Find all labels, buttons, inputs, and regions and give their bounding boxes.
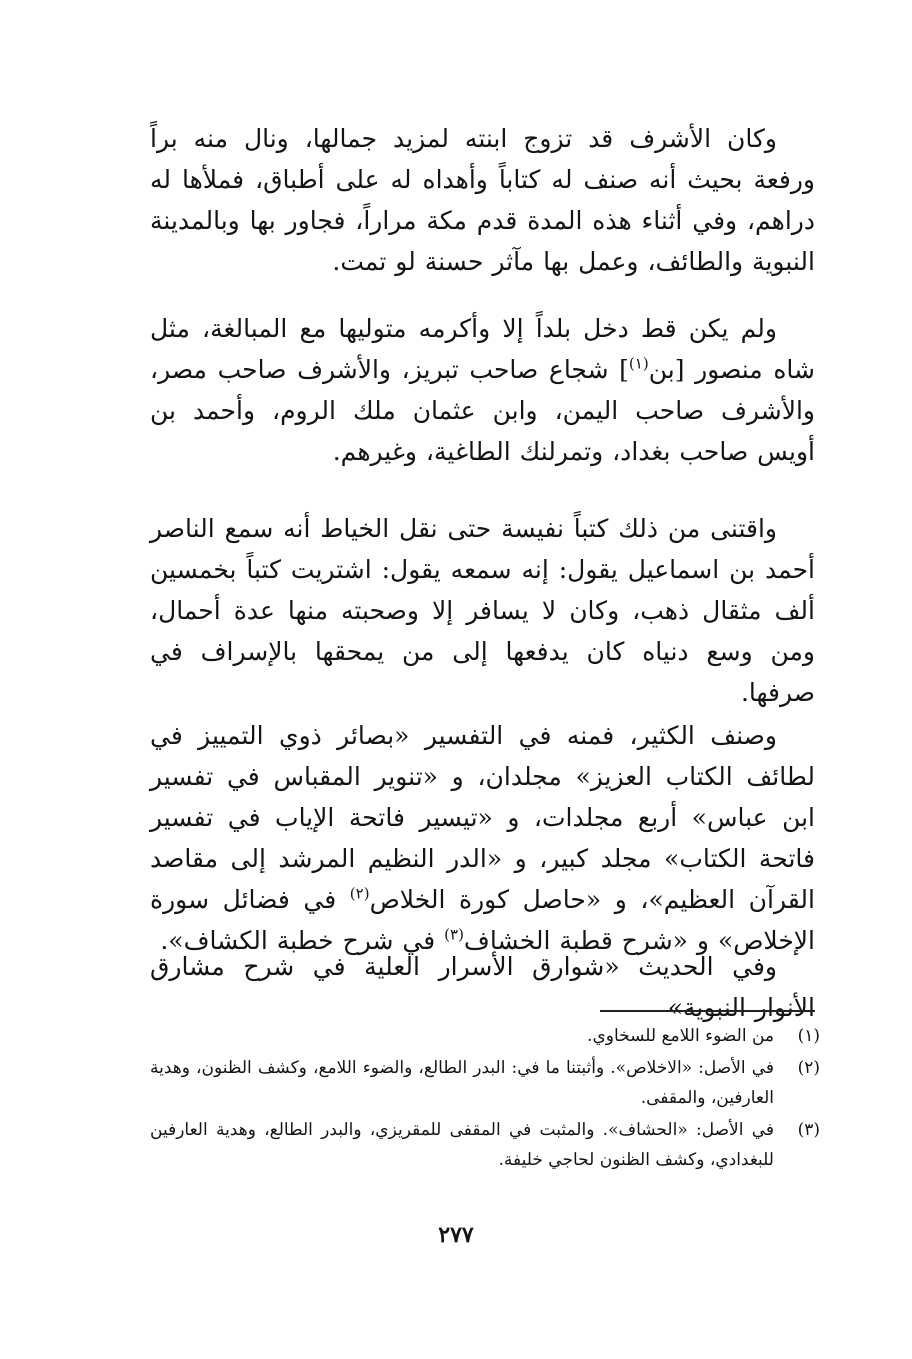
- paragraph-2-text-before-ref: ولم يكن قط دخل بلداً إلا وأكرمه متوليها مع المبالغة، مثل شاه منصور [بن: [150, 314, 815, 384]
- footnote-1-text: من الضوء اللامع للسخاوي.: [587, 1026, 774, 1046]
- footnote-ref-3: (٣): [444, 925, 464, 944]
- paragraph-5-text: وفي الحديث «شوارق الأسرار العلية في شرح مشارق الأنوار النبوية»: [150, 952, 815, 1022]
- paragraph-1: [150, 118, 815, 282]
- paragraph-2-text-after-ref: ] شجاع صاحب تبريز، والأشرف صاحب مصر، والأشرف صاحب اليمن، وابن عثمان ملك الروم، وأحمد بن أويس صاحب بغداد، وتمرلنك الطاغية، وغيرهم.: [150, 355, 815, 466]
- footnote-2-text: في الأصل: «الاخلاص». وأثبتنا ما في: البدر الطالع، والضوء اللامع، وكشف الظنون، وهدية العارفين، والمقفى.: [150, 1058, 774, 1108]
- paragraph-4-text-part-1: وصنف الكثير، فمنه في التفسير «بصائر ذوي التمييز في لطائف الكتاب العزيز» مجلدان، و «تنوير المقباس في تفسير ابن عباس» أربع مجلدات، و «تيسير فاتحة الإياب في تفسير فاتحة الكتاب» مجلد كبير، و «الدر النظيم المرشد إلى مقاصد القرآن العظيم»، و «حاصل كورة الخلاص: [150, 721, 815, 914]
- footnote-ref-1: (١): [628, 354, 649, 373]
- footnotes: [150, 1021, 820, 1177]
- paragraph-2-body: [150, 308, 815, 472]
- paragraph-1-text: وكان الأشرف قد تزوج ابنته لمزيد جمالها، ونال منه براً ورفعة بحيث أنه صنف له كتاباً وأهداه له على أطباق، فملأها له دراهم، وفي أثناء هذه المدة قدم مكة مراراً، فجاور بها وبالمدينة النبوية والطائف، وعمل بها مآثر حسنة لو تمت.: [150, 124, 815, 276]
- footnote-1-number: (١): [797, 1026, 820, 1046]
- paragraph-4-body: [150, 715, 815, 961]
- paragraph-2: [150, 308, 815, 472]
- footnote-separator: [600, 1010, 815, 1012]
- footnote-2-number: (٢): [797, 1058, 820, 1078]
- paragraph-4: [150, 715, 815, 961]
- footnote-1: [150, 1021, 820, 1051]
- paragraph-3: [150, 508, 815, 713]
- footnote-3-number: (٣): [797, 1120, 820, 1140]
- paragraph-5: [150, 946, 815, 1028]
- footnote-3: [150, 1115, 820, 1175]
- footnote-2: [150, 1053, 820, 1113]
- footnote-ref-2: (٢): [349, 884, 370, 903]
- page-number: ٢٧٧: [438, 1222, 474, 1248]
- footnote-3-text: في الأصل: «الحشاف». والمثبت في المقفى للمقريزي، والبدر الطالع، وهدية العارفين للبغدادي، وكشف الظنون لحاجي خليفة.: [150, 1120, 774, 1170]
- paragraph-4-text-part-2: في فضائل سورة الإخلاص» و «شرح قطبة الخشاف: [150, 885, 815, 955]
- paragraph-4-text-part-3: في شرح خطبة الكشاف».: [160, 926, 445, 955]
- paragraph-3-text: واقتنى من ذلك كتباً نفيسة حتى نقل الخياط أنه سمع الناصر أحمد بن اسماعيل يقول: إنه سمعه يقول: اشتريت كتباً بخمسين ألف مثقال ذهب، وكان لا يسافر إلا وصحبته منها عدة أحمال، ومن وسع دنياه كان يدفعها إلى من يمحقها بالإسراف في صرفها.: [150, 514, 815, 707]
